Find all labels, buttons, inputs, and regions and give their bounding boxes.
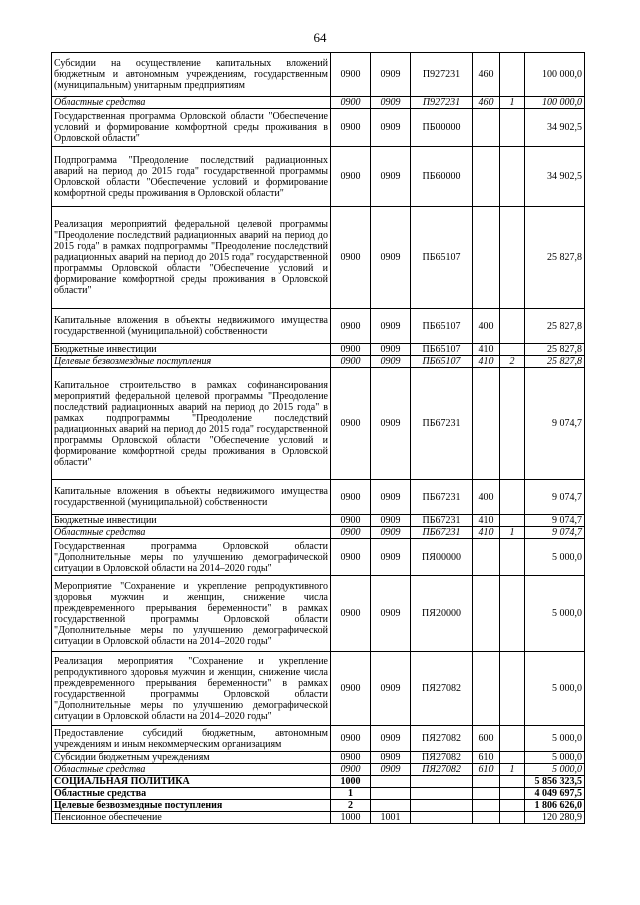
row-name: Мероприятие "Сохранение и укрепление репродуктивного здоровья мужчин и женщин, снижение числа преждевременного прерывания беременности" в рамках государственной программы Орловской области "Дополнительные меры по улучшению демографической ситуации в Орловской области на 2014–2020 годы"	[52, 576, 331, 652]
expense-type-code: 410	[473, 515, 500, 527]
expense-type-code: 400	[473, 309, 500, 344]
program-code: ПБ67231	[411, 368, 473, 480]
row-name: СОЦИАЛЬНАЯ ПОЛИТИКА	[52, 776, 331, 788]
subsection-code: 0909	[371, 147, 411, 207]
expense-type-code: 460	[473, 97, 500, 109]
funding-source-code	[500, 207, 525, 309]
expense-type-code: 410	[473, 356, 500, 368]
expense-type-code	[473, 576, 500, 652]
subsection-code: 0909	[371, 726, 411, 752]
row-name: Пенсионное обеспечение	[52, 812, 331, 824]
funding-source-code: 1	[500, 764, 525, 776]
section-code: 0900	[331, 515, 371, 527]
row-name: Капитальное строительство в рамках софинансирования мероприятий федеральной целевой программы "Преодоление последствий радиационных аварий на период до 2015 года" в рамках подпрограммы "Преодоление последствий радиационных аварий на период до 2015 года" государственной программы Орловской области "Обеспечение условий и формирование комфортной среды проживания в Орловской области"	[52, 368, 331, 480]
funding-source-code	[500, 776, 525, 788]
section-code: 0900	[331, 97, 371, 109]
expense-type-code	[473, 109, 500, 147]
row-name: Целевые безвозмездные поступления	[52, 356, 331, 368]
subsection-code: 0909	[371, 576, 411, 652]
row-name: Государственная программа Орловской области "Обеспечение условий и формирование комфортной среды проживания в Орловской области"	[52, 109, 331, 147]
row-name: Областные средства	[52, 97, 331, 109]
row-name: Реализация мероприятия "Сохранение и укрепление репродуктивного здоровья мужчин и женщин, снижение числа преждевременного прерывания беременности" в рамках государственной программы Орловской области "Дополнительные меры по улучшению демографической ситуации в Орловской области на 2014–2020 годы"	[52, 652, 331, 726]
program-code: ПБ67231	[411, 527, 473, 539]
section-code: 0900	[331, 527, 371, 539]
table-row	[52, 764, 585, 776]
expense-type-code	[473, 539, 500, 576]
table-row	[52, 515, 585, 527]
program-code	[411, 788, 473, 800]
subsection-code: 0909	[371, 356, 411, 368]
row-name: Субсидии бюджетным учреждениям	[52, 752, 331, 764]
funding-source-code	[500, 109, 525, 147]
row-name: Бюджетные инвестиции	[52, 344, 331, 356]
row-name: Областные средства	[52, 764, 331, 776]
table-row	[52, 309, 585, 344]
section-code: 1000	[331, 776, 371, 788]
program-code: ПБ65107	[411, 344, 473, 356]
funding-source-code	[500, 344, 525, 356]
amount: 34 902,5	[525, 147, 585, 207]
amount: 25 827,8	[525, 207, 585, 309]
subsection-code: 0909	[371, 368, 411, 480]
table-row	[52, 527, 585, 539]
expense-type-code	[473, 788, 500, 800]
subsection-code: 0909	[371, 207, 411, 309]
expense-type-code: 460	[473, 53, 500, 97]
row-name: Предоставление субсидий бюджетным, автономным учреждениям и иным некоммерческим организациям	[52, 726, 331, 752]
amount: 5 000,0	[525, 764, 585, 776]
program-code: ПЯ00000	[411, 539, 473, 576]
amount: 4 049 697,5	[525, 788, 585, 800]
funding-source-code	[500, 812, 525, 824]
section-code: 0900	[331, 109, 371, 147]
funding-source-code	[500, 726, 525, 752]
table-row	[52, 97, 585, 109]
funding-source-code	[500, 309, 525, 344]
funding-source-code	[500, 576, 525, 652]
row-name: Субсидии на осуществление капитальных вложений бюджетным и автономным учреждениям, государственным (муниципальным) унитарным предприятиям	[52, 53, 331, 97]
subsection-code: 0909	[371, 652, 411, 726]
expense-type-code	[473, 812, 500, 824]
section-code: 0900	[331, 539, 371, 576]
section-code: 0900	[331, 752, 371, 764]
expense-type-code	[473, 652, 500, 726]
page-number: 64	[313, 30, 327, 45]
table-row	[52, 776, 585, 788]
amount: 120 280,9	[525, 812, 585, 824]
table-row	[52, 147, 585, 207]
table-row	[52, 652, 585, 726]
funding-source-code	[500, 53, 525, 97]
row-name: Областные средства	[52, 788, 331, 800]
expense-type-code: 610	[473, 752, 500, 764]
table-row	[52, 788, 585, 800]
amount: 5 000,0	[525, 652, 585, 726]
table-row	[52, 812, 585, 824]
row-name: Областные средства	[52, 527, 331, 539]
section-code: 0900	[331, 480, 371, 515]
amount: 9 074,7	[525, 480, 585, 515]
funding-source-code	[500, 515, 525, 527]
subsection-code: 0909	[371, 515, 411, 527]
table-row	[52, 356, 585, 368]
program-code: П927231	[411, 53, 473, 97]
table-row	[52, 480, 585, 515]
program-code: ПБ67231	[411, 515, 473, 527]
expense-type-code: 410	[473, 527, 500, 539]
table-row	[52, 344, 585, 356]
program-code: ПБ00000	[411, 109, 473, 147]
program-code	[411, 800, 473, 812]
program-code: ПЯ27082	[411, 652, 473, 726]
amount: 25 827,8	[525, 344, 585, 356]
funding-source-code	[500, 368, 525, 480]
amount: 34 902,5	[525, 109, 585, 147]
table-row	[52, 726, 585, 752]
section-code: 0900	[331, 147, 371, 207]
table-row	[52, 368, 585, 480]
expense-type-code	[473, 368, 500, 480]
table-row	[52, 800, 585, 812]
table-row	[52, 576, 585, 652]
row-name: Капитальные вложения в объекты недвижимого имущества государственной (муниципальной) собственности	[52, 480, 331, 515]
program-code: П927231	[411, 97, 473, 109]
section-code: 0900	[331, 207, 371, 309]
subsection-code: 0909	[371, 344, 411, 356]
table-row	[52, 53, 585, 97]
program-code: ПБ65107	[411, 309, 473, 344]
amount: 5 000,0	[525, 752, 585, 764]
program-code: ПБ60000	[411, 147, 473, 207]
subsection-code: 0909	[371, 480, 411, 515]
program-code	[411, 812, 473, 824]
program-code: ПБ65107	[411, 356, 473, 368]
section-code: 1000	[331, 812, 371, 824]
row-name: Бюджетные инвестиции	[52, 515, 331, 527]
section-code: 0900	[331, 764, 371, 776]
expense-type-code	[473, 207, 500, 309]
funding-source-code	[500, 788, 525, 800]
section-code: 0900	[331, 344, 371, 356]
subsection-code: 0909	[371, 309, 411, 344]
expense-type-code	[473, 800, 500, 812]
section-code: 0900	[331, 368, 371, 480]
expense-type-code: 600	[473, 726, 500, 752]
expense-type-code	[473, 147, 500, 207]
row-name: Целевые безвозмездные поступления	[52, 800, 331, 812]
table-row	[52, 752, 585, 764]
table-row	[52, 109, 585, 147]
expense-type-code: 610	[473, 764, 500, 776]
section-code: 0900	[331, 356, 371, 368]
subsection-code	[371, 776, 411, 788]
table-row	[52, 207, 585, 309]
expense-type-code: 410	[473, 344, 500, 356]
funding-source-code: 2	[500, 356, 525, 368]
expense-type-code: 400	[473, 480, 500, 515]
amount: 100 000,0	[525, 53, 585, 97]
program-code: ПБ65107	[411, 207, 473, 309]
subsection-code: 0909	[371, 109, 411, 147]
subsection-code	[371, 800, 411, 812]
amount: 100 000,0	[525, 97, 585, 109]
subsection-code: 0909	[371, 764, 411, 776]
funding-source-code	[500, 800, 525, 812]
amount: 9 074,7	[525, 527, 585, 539]
section-code: 0900	[331, 53, 371, 97]
section-code: 0900	[331, 726, 371, 752]
subsection-code	[371, 788, 411, 800]
section-code: 2	[331, 800, 371, 812]
subsection-code: 0909	[371, 53, 411, 97]
funding-source-code	[500, 539, 525, 576]
program-code: ПЯ27082	[411, 764, 473, 776]
program-code: ПБ67231	[411, 480, 473, 515]
amount: 5 000,0	[525, 576, 585, 652]
table-row	[52, 539, 585, 576]
subsection-code: 0909	[371, 752, 411, 764]
amount: 25 827,8	[525, 356, 585, 368]
amount: 1 806 626,0	[525, 800, 585, 812]
funding-source-code	[500, 652, 525, 726]
section-code: 1	[331, 788, 371, 800]
funding-source-code: 1	[500, 527, 525, 539]
section-code: 0900	[331, 652, 371, 726]
budget-table-body	[52, 53, 585, 824]
subsection-code: 0909	[371, 527, 411, 539]
subsection-code: 0909	[371, 539, 411, 576]
funding-source-code	[500, 752, 525, 764]
row-name: Реализация мероприятий федеральной целевой программы "Преодоление последствий радиационных аварий на период до 2015 года" в рамках подпрограммы "Преодоление последствий радиационных аварий на период до 2015 года" государственной программы Орловской области "Обеспечение условий и формирование комфортной среды проживания в Орловской области"	[52, 207, 331, 309]
row-name: Государственная программа Орловской области "Дополнительные меры по улучшению демографической ситуации в Орловской области на 2014–2020 годы"	[52, 539, 331, 576]
expense-type-code	[473, 776, 500, 788]
amount: 5 856 323,5	[525, 776, 585, 788]
row-name: Капитальные вложения в объекты недвижимого имущества государственной (муниципальной) собственности	[52, 309, 331, 344]
amount: 25 827,8	[525, 309, 585, 344]
program-code: ПЯ27082	[411, 752, 473, 764]
amount: 5 000,0	[525, 726, 585, 752]
program-code: ПЯ27082	[411, 726, 473, 752]
amount: 5 000,0	[525, 539, 585, 576]
funding-source-code: 1	[500, 97, 525, 109]
program-code: ПЯ20000	[411, 576, 473, 652]
budget-table	[51, 52, 585, 824]
section-code: 0900	[331, 309, 371, 344]
amount: 9 074,7	[525, 368, 585, 480]
row-name: Подпрограмма "Преодоление последствий радиационных аварий на период до 2015 года" государственной программы Орловской области "Обеспечение условий и формирование комфортной среды проживания в Орловской области"	[52, 147, 331, 207]
subsection-code: 1001	[371, 812, 411, 824]
program-code	[411, 776, 473, 788]
section-code: 0900	[331, 576, 371, 652]
subsection-code: 0909	[371, 97, 411, 109]
funding-source-code	[500, 147, 525, 207]
funding-source-code	[500, 480, 525, 515]
amount: 9 074,7	[525, 515, 585, 527]
